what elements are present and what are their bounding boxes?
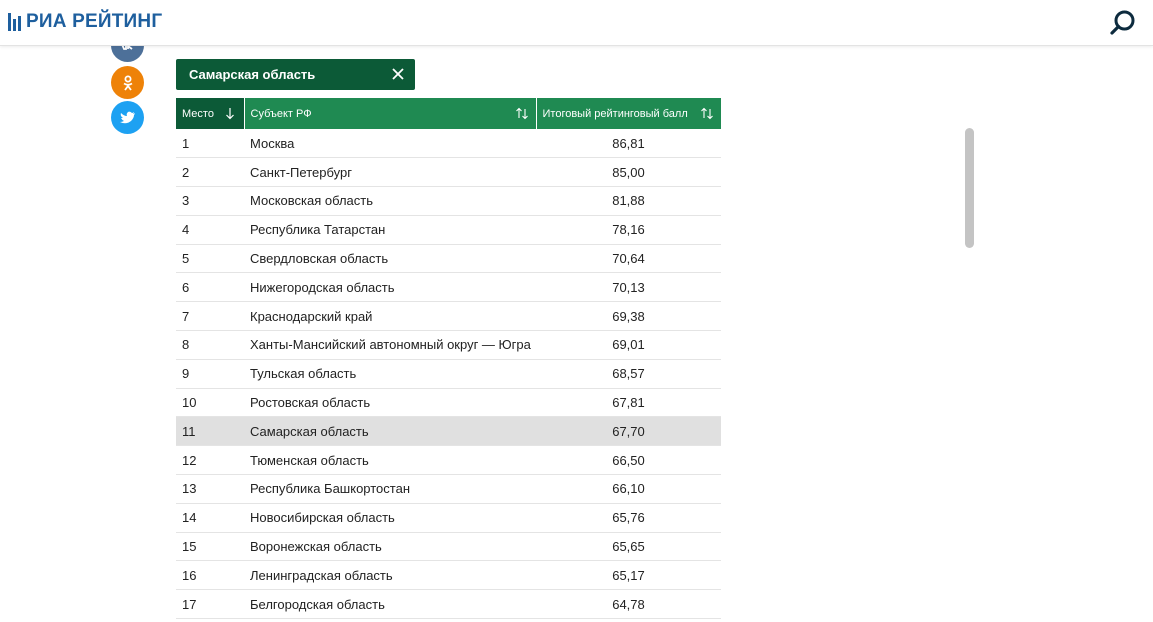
search-button[interactable] [1109,9,1137,37]
cell-region: Ростовская область [244,388,536,417]
cell-place: 3 [176,187,244,216]
cell-region: Воронежская область [244,532,536,561]
sort-down-arrow-icon[interactable] [223,107,237,120]
logo-text: РИА РЕЙТИНГ [26,11,163,32]
cell-place: 10 [176,388,244,417]
table-row[interactable] [176,590,721,619]
table-row[interactable] [176,561,721,590]
cell-place: 7 [176,302,244,331]
cell-region: Ленинградская область [244,561,536,590]
cell-place: 13 [176,475,244,504]
cell-region: Новосибирская область [244,503,536,532]
cell-region: Свердловская область [244,244,536,273]
cell-region: Москва [244,129,536,158]
cell-score: 66,10 [536,475,721,504]
odnoklassniki-icon [122,75,134,91]
sort-arrows-icon[interactable] [700,107,714,120]
cell-place: 5 [176,244,244,273]
cell-place: 8 [176,331,244,360]
ok-share-button[interactable] [111,66,144,99]
table-row[interactable] [176,359,721,388]
cell-place: 4 [176,215,244,244]
column-header-place[interactable]: Место [176,98,244,129]
cell-place: 1 [176,129,244,158]
cell-region: Тульская область [244,359,536,388]
cell-region: Нижегородская область [244,273,536,302]
cell-place: 16 [176,561,244,590]
table-row[interactable] [176,244,721,273]
table-row[interactable] [176,158,721,187]
cell-score: 65,76 [536,503,721,532]
cell-score: 69,38 [536,302,721,331]
table-row[interactable] [176,532,721,561]
cell-score: 70,13 [536,273,721,302]
close-icon[interactable] [391,67,405,81]
table-row[interactable] [176,503,721,532]
cell-score: 85,00 [536,158,721,187]
filter-label: Самарская область [189,67,316,82]
table-row[interactable] [176,331,721,360]
scrollbar-thumb[interactable] [965,128,974,248]
cell-region: Самарская область [244,417,536,446]
cell-score: 66,50 [536,446,721,475]
table-row[interactable] [176,446,721,475]
table-row[interactable] [176,215,721,244]
table-body [176,129,721,619]
column-header-score[interactable]: Итоговый рейтинговый балл [536,98,721,129]
table-row[interactable] [176,302,721,331]
cell-place: 11 [176,417,244,446]
cell-score: 65,17 [536,561,721,590]
top-header [0,0,1153,46]
cell-place: 12 [176,446,244,475]
cell-place: 2 [176,158,244,187]
cell-score: 81,88 [536,187,721,216]
cell-score: 70,64 [536,244,721,273]
cell-score: 64,78 [536,590,721,619]
table-row[interactable] [176,388,721,417]
table-row[interactable] [176,417,721,446]
cell-region: Санкт-Петербург [244,158,536,187]
ria-rating-logo[interactable] [8,11,162,33]
region-filter-chip[interactable] [176,59,415,90]
cell-region: Республика Татарстан [244,215,536,244]
cell-place: 15 [176,532,244,561]
sort-arrows-icon[interactable] [515,107,529,120]
cell-score: 86,81 [536,129,721,158]
cell-region: Ханты-Мансийский автономный округ — Югра [244,331,536,360]
cell-place: 6 [176,273,244,302]
cell-score: 68,57 [536,359,721,388]
rating-table [176,98,721,619]
cell-region: Республика Башкортостан [244,475,536,504]
logo-bars-icon [8,13,21,31]
cell-score: 78,16 [536,215,721,244]
cell-region: Тюменская область [244,446,536,475]
cell-place: 9 [176,359,244,388]
cell-place: 14 [176,503,244,532]
table-row[interactable] [176,273,721,302]
cell-score: 65,65 [536,532,721,561]
cell-place: 17 [176,590,244,619]
table-row[interactable] [176,129,721,158]
column-header-region[interactable]: Субъект РФ [244,98,536,129]
cell-region: Белгородская область [244,590,536,619]
cell-score: 69,01 [536,331,721,360]
cell-region: Московская область [244,187,536,216]
table-row[interactable] [176,475,721,504]
cell-region: Краснодарский край [244,302,536,331]
table-header-row [176,98,721,129]
cell-score: 67,70 [536,417,721,446]
twitter-share-button[interactable] [111,101,144,134]
cell-score: 67,81 [536,388,721,417]
twitter-icon [120,111,136,124]
table-row[interactable] [176,187,721,216]
search-icon [1109,9,1137,37]
